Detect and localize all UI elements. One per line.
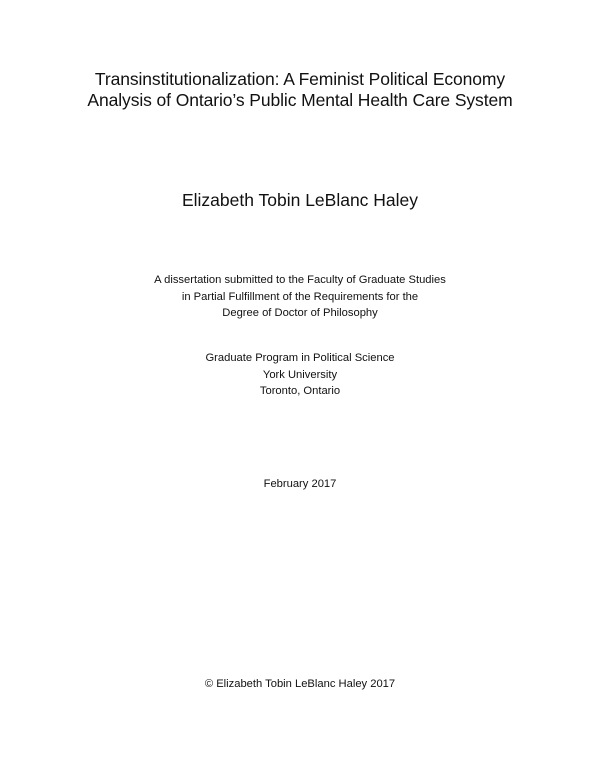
- statement-line-1: A dissertation submitted to the Faculty of Graduate Studies: [154, 274, 446, 286]
- university-name: York University: [262, 368, 338, 381]
- dissertation-title: [0, 69, 600, 111]
- submission-date: February 2017: [263, 478, 337, 490]
- program-info: [0, 350, 600, 400]
- title-line-1: Transinstitutionalization: A Feminist Political Economy: [94, 69, 506, 89]
- statement-line-3: Degree of Doctor of Philosophy: [222, 307, 378, 319]
- university-location: Toronto, Ontario: [259, 385, 341, 397]
- statement-line-2: in Partial Fulfillment of the Requirements for the: [181, 290, 419, 303]
- author-name: Elizabeth Tobin LeBlanc Haley: [181, 190, 419, 210]
- program-name: Graduate Program in Political Science: [205, 352, 395, 364]
- copyright-notice: © Elizabeth Tobin LeBlanc Haley 2017: [204, 678, 396, 690]
- submission-statement: [0, 272, 600, 322]
- title-line-2: Analysis of Ontario’s Public Mental Health Care System: [87, 90, 513, 110]
